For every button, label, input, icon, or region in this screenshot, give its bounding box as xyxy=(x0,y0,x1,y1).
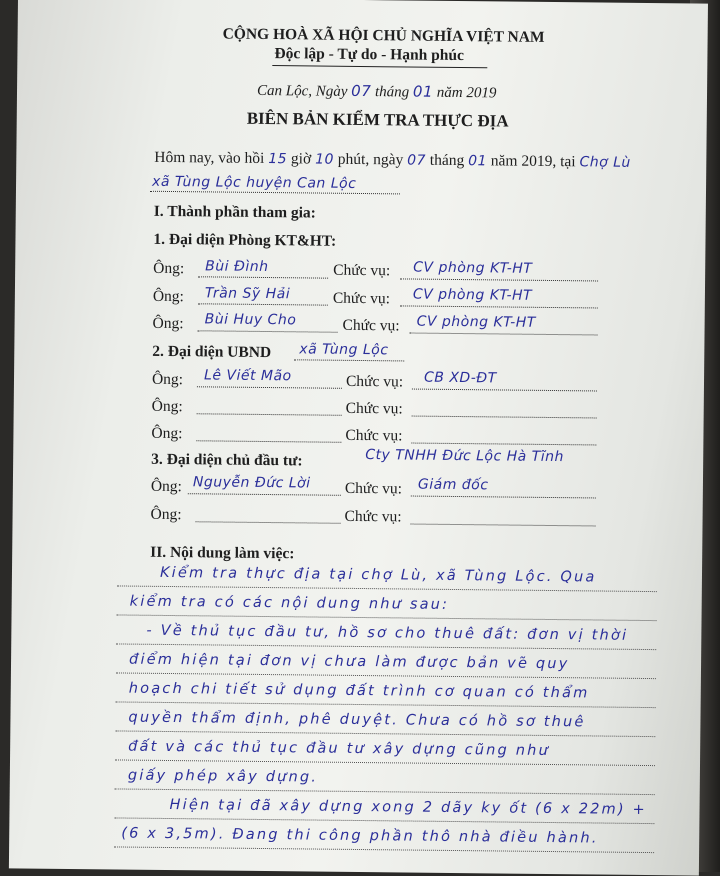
place-date xyxy=(257,81,497,103)
role-dotted-line xyxy=(412,389,597,392)
name-dotted-line xyxy=(188,493,341,496)
name-dotted-line xyxy=(198,330,338,332)
group3-unit: Cty TNHH Đức Lộc Hà Tĩnh xyxy=(365,447,564,466)
name-dotted-line xyxy=(197,386,342,389)
member-title: Ông: xyxy=(151,397,183,416)
intro-place-line1: Chợ Lù xyxy=(579,154,631,171)
role-dotted-line xyxy=(411,496,596,499)
member-role: Giám đốc xyxy=(417,476,489,494)
intro-year-label: năm 2019, tại xyxy=(490,152,576,171)
member-title: Ông: xyxy=(150,505,182,524)
member-role: CB XD-ĐT xyxy=(423,369,497,387)
content-line-text: quyền thẩm định, phê duyệt. Chưa có hồ sơ thuê xyxy=(128,709,586,731)
content-line-text: giấy phép xây dựng. xyxy=(127,767,319,786)
member-title: Ông: xyxy=(151,370,184,389)
group3-heading: 3. Đại diện chủ đầu tư: xyxy=(151,450,303,470)
date-month-label: tháng xyxy=(374,84,410,101)
motto-underline xyxy=(272,65,487,68)
member-role-label: Chức vụ: xyxy=(342,316,400,335)
member-role-label: Chức vụ: xyxy=(345,399,403,418)
member-title: Ông: xyxy=(151,424,183,443)
member-role: CV phòng KT-HT xyxy=(413,259,533,277)
content-dotted-line xyxy=(115,730,655,737)
document-page xyxy=(9,0,708,876)
role-dotted-line xyxy=(410,333,598,336)
intro-dotted-line xyxy=(150,191,400,195)
content-dotted-line xyxy=(116,672,656,679)
content-dotted-line xyxy=(114,817,654,824)
content-line-text: Kiểm tra thực địa tại chợ Lù, xã Tùng Lộc. Qua xyxy=(159,564,597,586)
intro-line xyxy=(154,149,631,172)
date-year: năm 2019 xyxy=(436,84,497,102)
member-role: CV phòng KT-HT xyxy=(412,286,533,304)
section2-heading: II. Nội dung làm việc: xyxy=(150,543,295,563)
member-role-label: Chức vụ: xyxy=(345,372,404,391)
member-role: CV phòng KT-HT xyxy=(416,313,536,331)
content-dotted-line xyxy=(116,701,656,708)
intro-minute-label: phút, ngày xyxy=(337,150,404,169)
content-dotted-line xyxy=(114,846,654,853)
member-name: Bùi Đình xyxy=(205,258,269,276)
name-dotted-line xyxy=(196,521,341,524)
intro-place-line2: xã Tùng Lộc huyện Can Lộc xyxy=(152,173,357,192)
role-dotted-line xyxy=(412,416,597,419)
member-name: Bùi Huy Cho xyxy=(204,311,297,329)
member-name: Lê Viết Mão xyxy=(203,367,292,385)
content-line-text: hoạch chi tiết sử dụng đất trình cơ quan có thẩm xyxy=(128,680,590,702)
content-line-text: đất và các thủ tục đầu tư xây dựng cũng như xyxy=(128,738,551,759)
member-title: Ông: xyxy=(152,314,184,333)
member-role-label: Chức vụ: xyxy=(345,426,403,445)
date-month: 01 xyxy=(412,82,434,101)
intro-day: 07 xyxy=(407,152,427,169)
group2-heading: 2. Đại diện UBND xyxy=(152,342,272,362)
group2-unit-dotted-line xyxy=(294,359,404,361)
intro-minute: 10 xyxy=(315,151,335,168)
group1-heading: 1. Đại diện Phòng KT&HT: xyxy=(153,230,337,250)
content-dotted-line xyxy=(115,759,655,766)
content-dotted-line xyxy=(116,643,656,650)
member-name: Nguyễn Đức Lời xyxy=(192,474,311,492)
role-dotted-line xyxy=(400,305,598,308)
place-date-prefix: Can Lộc, Ngày xyxy=(256,82,348,100)
date-day: 07 xyxy=(351,81,372,101)
intro-prefix: Hôm nay, vào hồi xyxy=(154,148,265,167)
content-line-text: kiểm tra có các nội dung như sau: xyxy=(129,593,450,613)
name-dotted-line xyxy=(196,440,341,443)
name-dotted-line xyxy=(198,303,328,305)
name-dotted-line xyxy=(197,413,342,416)
name-dotted-line xyxy=(198,276,328,278)
member-title: Ông: xyxy=(152,287,184,306)
role-dotted-line xyxy=(411,524,596,527)
intro-month: 01 xyxy=(468,153,488,170)
member-role-label: Chức vụ: xyxy=(344,507,402,526)
intro-hour: 15 xyxy=(268,151,288,168)
member-role-label: Chức vụ: xyxy=(332,289,391,308)
content-line-text: Hiện tại đã xây dựng xong 2 dãy ky ốt (6 x 22m) + xyxy=(169,797,648,819)
intro-month-label: tháng xyxy=(429,151,465,170)
content-line-text: điểm hiện tại đơn vị chưa làm được bản vẽ quy xyxy=(128,651,570,673)
group2-unit: xã Tùng Lộc xyxy=(299,341,389,359)
intro-hour-label: giờ xyxy=(290,150,312,168)
content-dotted-line xyxy=(115,788,655,795)
member-name: Trần Sỹ Hải xyxy=(204,285,291,303)
member-title: Ông: xyxy=(150,477,182,496)
role-dotted-line xyxy=(400,278,598,281)
motto: Độc lập - Tự do - Hạnh phúc xyxy=(274,45,464,65)
content-line-text: (6 x 3,5m). Đang thi công phần thô nhà điều hành. xyxy=(121,825,599,847)
content-line-text: - Về thủ tục đầu tư, hồ sơ cho thuê đất: đơn vị thời xyxy=(146,622,629,644)
member-role-label: Chức vụ: xyxy=(344,479,403,498)
document-title: BIÊN BẢN KIỂM TRA THỰC ĐỊA xyxy=(246,108,509,131)
role-dotted-line xyxy=(411,443,596,446)
content-dotted-line xyxy=(117,585,657,592)
content-dotted-line xyxy=(117,614,657,621)
member-role-label: Chức vụ: xyxy=(333,261,391,280)
nation-header: CỘNG HOÀ XÃ HỘI CHỦ NGHĨA VIỆT NAM xyxy=(222,25,545,46)
section1-heading: I. Thành phần tham gia: xyxy=(153,202,316,222)
member-title: Ông: xyxy=(153,259,185,278)
